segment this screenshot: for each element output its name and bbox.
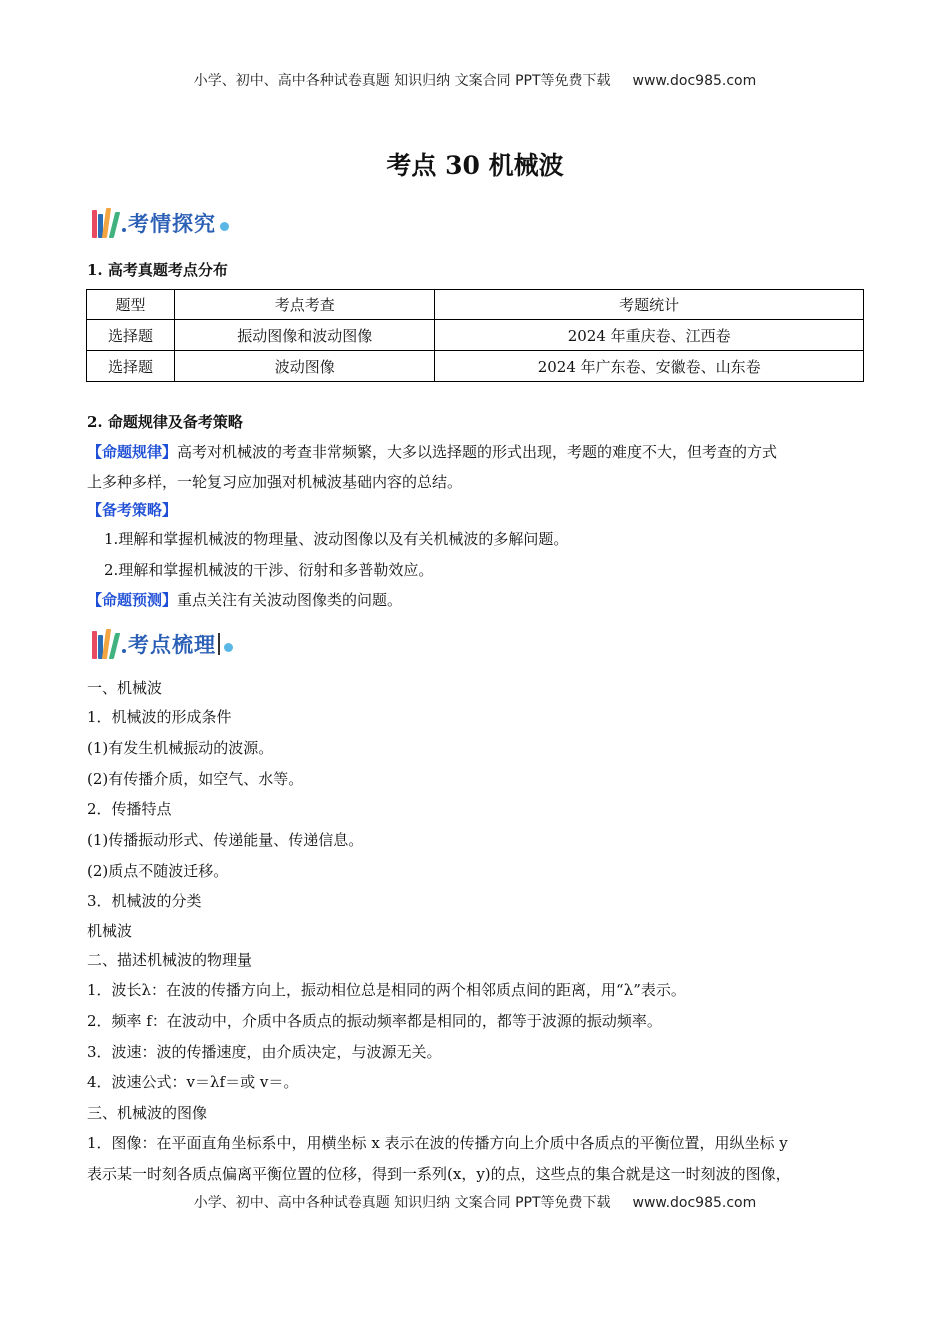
table-header-cell: 考点考查 [175, 290, 435, 320]
rule-text-2: 上多种多样，一轮复习应加强对机械波基础内容的总结。 [87, 473, 463, 491]
header-site[interactable]: www.doc985.com [632, 73, 757, 89]
table-cell: 2024 年广东卷、安徽卷、山东卷 [435, 351, 864, 382]
banner-exam-analysis-text: 考情探究 [128, 212, 216, 236]
table-header-cell: 题型 [87, 290, 175, 320]
body-line: 二、描述机械波的物理量 [87, 951, 253, 969]
header-text: 小学、初中、高中各种试卷真题 知识归纳 文案合同 PPT等免费下载 [193, 73, 611, 89]
table-row [87, 351, 864, 382]
rule-text-1: 高考对机械波的考查非常频繁，大多以选择题的形式出现，考题的难度不大，但考查的方式 [177, 443, 778, 461]
table-cell: 振动图像和波动图像 [175, 320, 435, 351]
body-line: (1)传播振动形式、传递能量、传递信息。 [87, 831, 364, 849]
table-cell: 波动图像 [175, 351, 435, 382]
body-line: 机械波 [87, 922, 133, 940]
body-line: 1．机械波的形成条件 [87, 708, 232, 726]
page-title: 考点 30 机械波 [386, 151, 564, 180]
body-line: 三、机械波的图像 [87, 1104, 208, 1122]
body-line: (1)有发生机械振动的波源。 [87, 739, 274, 757]
dot-icon [122, 228, 126, 232]
image-definition-paragraph [87, 1128, 867, 1190]
books-icon [92, 208, 118, 238]
footer-text: 小学、初中、高中各种试卷真题 知识归纳 文案合同 PPT等免费下载 [193, 1195, 611, 1211]
exam-distribution-table [86, 289, 864, 382]
table-row [87, 320, 864, 351]
banner-exam-analysis [92, 205, 229, 241]
circle-icon [224, 643, 233, 652]
rule-line-1 [87, 442, 777, 462]
body-line: 4．波速公式：v＝λf＝或 v＝。 [87, 1073, 299, 1091]
section-title-distribution: 1. 高考真题考点分布 [87, 261, 228, 279]
body-line: 1．波长λ：在波的传播方向上，振动相位总是相同的两个相邻质点间的距离，用“λ”表示。 [87, 981, 686, 999]
table-header-row [87, 290, 864, 320]
strategy-item-2: 2.理解和掌握机械波的干涉、衍射和多普勒效应。 [104, 561, 434, 579]
image-definition-line-2: 表示某一时刻各质点偏离平衡位置的位移，得到一系列(x，y)的点，这些点的集合就是这一时刻波的图像， [87, 1165, 791, 1183]
prediction-text: 重点关注有关波动图像类的问题。 [177, 591, 403, 609]
page-footer [0, 1192, 950, 1212]
footer-site[interactable]: www.doc985.com [632, 1195, 757, 1211]
page-header [0, 70, 950, 90]
body-line: 3．波速：波的传播速度，由介质决定，与波源无关。 [87, 1043, 442, 1061]
body-line: (2)有传播介质，如空气、水等。 [87, 770, 304, 788]
strategy-item-1: 1.理解和掌握机械波的物理量、波动图像以及有关机械波的多解问题。 [104, 530, 569, 548]
image-definition-line-1: 1．图像：在平面直角坐标系中，用横坐标 x 表示在波的传播方向上介质中各质点的平衡位置，用纵坐标 y [87, 1134, 788, 1152]
banner-key-points-text: 考点梳理 [128, 633, 216, 657]
table-header-cell: 考题统计 [435, 290, 864, 320]
body-line: 2．频率 f：在波动中，介质中各质点的振动频率都是相同的，都等于波源的振动频率。 [87, 1012, 662, 1030]
books-icon [92, 629, 118, 659]
strategy-label-line [87, 500, 177, 520]
prediction-label: 【命题预测】 [87, 591, 178, 609]
body-line: 2．传播特点 [87, 800, 172, 818]
strategy-label: 【备考策略】 [87, 501, 178, 519]
table-cell: 选择题 [87, 320, 175, 351]
text-cursor [218, 633, 220, 655]
table-cell: 2024 年重庆卷、江西卷 [435, 320, 864, 351]
body-line: 一、机械波 [87, 679, 163, 697]
dot-icon [122, 649, 126, 653]
table-cell: 选择题 [87, 351, 175, 382]
prediction-line [87, 590, 402, 610]
rule-label: 【命题规律】 [87, 443, 178, 461]
circle-icon [220, 222, 229, 231]
banner-key-points [92, 626, 233, 662]
body-line: 3．机械波的分类 [87, 892, 202, 910]
body-line: (2)质点不随波迁移。 [87, 862, 229, 880]
section-title-strategy: 2. 命题规律及备考策略 [87, 413, 243, 431]
